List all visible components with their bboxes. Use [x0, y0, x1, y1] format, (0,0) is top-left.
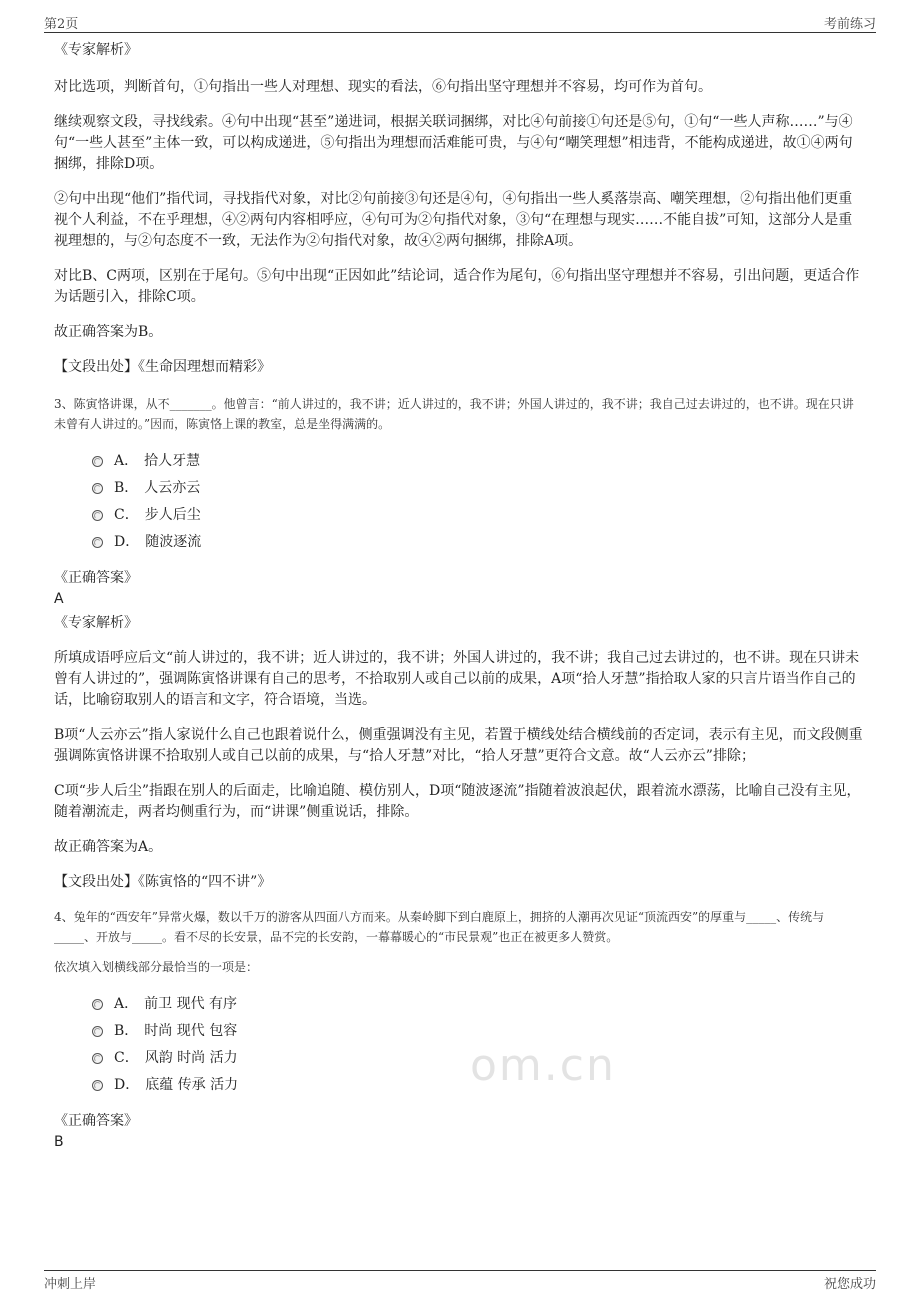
radio-icon[interactable] [92, 483, 103, 494]
options-list [92, 993, 864, 1101]
option-c[interactable]: C． 风韵 时尚 活力 [92, 1047, 864, 1074]
option-a[interactable]: A． 前卫 现代 有序 [92, 993, 864, 1020]
question-stem: 4、兔年的“西安年”异常火爆，数以千万的游客从四面八方而来。从秦岭脚下到白鹿原上，拥挤的人潮再次见证“顶流西安”的厚重与_____、传统与_____、开放与_____。看不尽的长安景，品不完的长安韵，一幕幕暖心的“市民景观”也正在被更多人赞赏。 [54, 910, 825, 944]
source-citation: 【文段出处】《生命因理想而精彩》 [54, 359, 271, 375]
radio-icon[interactable] [92, 537, 103, 548]
radio-icon[interactable] [92, 999, 103, 1010]
option-d[interactable]: D． 底蕴 传承 活力 [92, 1074, 864, 1101]
answer-value: A [54, 591, 64, 607]
question-prompt: 依次填入划横线部分最恰当的一项是： [54, 960, 259, 974]
analysis-paragraph: 对比B、C两项，区别在于尾句。⑤句中出现“正因如此”结论词，适合作为尾句，⑥句指出坚守理想并不容易，引出问题，更适合作为话题引入，排除C项。 [54, 268, 860, 305]
page-footer [44, 1270, 876, 1295]
watermark: om.cn [470, 1040, 616, 1091]
page-number: 第2页 [44, 17, 79, 32]
option-b[interactable]: B． 时尚 现代 包容 [92, 1020, 864, 1047]
analysis-paragraph: 对比选项，判断首句，①句指出一些人对理想、现实的看法，⑥句指出坚守理想并不容易，均可作为首句。 [54, 79, 712, 95]
radio-icon[interactable] [92, 456, 103, 467]
analysis-paragraph: 所填成语呼应后文“前人讲过的，我不讲；近人讲过的，我不讲；外国人讲过的，我不讲；我自己过去讲过的，也不讲。现在只讲未曾有人讲过的”，强调陈寅恪讲课有自己的思考，不拾取别人或自己以前的成果，A项“拾人牙慧”指拾取人家的只言片语当作自己的话，比喻窃取别人的语言和文字，符合语境，当选。 [54, 650, 860, 708]
analysis-paragraph: B项“人云亦云”指人家说什么自己也跟着说什么，侧重强调没有主见，若置于横线处结合横线前的否定词，表示有主见，而文段侧重强调陈寅恪讲课不拾取别人或自己以前的成果，与“拾人牙慧”对比，“拾人牙慧”更符合文意。故“人云亦云”排除； [54, 727, 863, 764]
conclusion: 故正确答案为B。 [54, 324, 163, 340]
radio-icon[interactable] [92, 1080, 103, 1091]
option-b[interactable]: B． 人云亦云 [92, 477, 864, 504]
option-c[interactable]: C． 步人后尘 [92, 504, 864, 531]
answer-heading: 《正确答案》 [54, 1113, 138, 1129]
option-d[interactable]: D． 随波逐流 [92, 531, 864, 558]
page-header [44, 10, 876, 33]
option-a[interactable]: A． 拾人牙慧 [92, 450, 864, 477]
radio-icon[interactable] [92, 1053, 103, 1064]
analysis-paragraph: C项“步人后尘”指跟在别人的后面走，比喻追随、模仿别人，D项“随波逐流”指随着波浪起伏，跟着流水漂荡，比喻自己没有主见，随着潮流走，两者均侧重行为，而“讲课”侧重说话，排除。 [54, 783, 861, 820]
source-citation: 【文段出处】《陈寅恪的“四不讲”》 [54, 874, 272, 890]
analysis-paragraph: 继续观察文段，寻找线索。④句中出现“甚至”递进词，根据关联词捆绑，对比④句前接①句还是⑤句，①句“一些人声称……”与④句“一些人甚至”主体一致，可以构成递进，⑤句指出为理想而活难能可贵，与④句“嘲笑理想”相违背，不能构成递进，故①④两句捆绑，排除D项。 [54, 114, 853, 172]
analysis-heading: 《专家解析》 [54, 42, 138, 58]
question-stem: 3、陈寅恪讲课，从不_______。他曾言：“前人讲过的，我不讲；近人讲过的，我不讲；外国人讲过的，我不讲；我自己过去讲过的，也不讲。现在只讲未曾有人讲过的。”因而，陈寅恪上课的教室，总是坐得满满的。 [54, 397, 854, 431]
radio-icon[interactable] [92, 1026, 103, 1037]
footer-right-text: 祝您成功 [823, 1277, 876, 1292]
footer-left-text: 冲刺上岸 [44, 1277, 97, 1292]
options-list [92, 450, 864, 558]
radio-icon[interactable] [92, 510, 103, 521]
header-title: 考前练习 [823, 17, 876, 32]
answer-value: B [54, 1134, 64, 1150]
analysis-paragraph: ②句中出现“他们”指代词，寻找指代对象，对比②句前接③句还是④句，④句指出一些人奚落崇高、嘲笑理想，②句指出他们更重视个人利益，不在乎理想，④②两句内容相呼应，④句可为②句指代对象，③句“在理想与现实……不能自拔”可知，这部分人是重视理想的，与②句态度不一致，无法作为②句指代对象，故④②两句捆绑，排除A项。 [54, 191, 853, 249]
conclusion: 故正确答案为A。 [54, 839, 163, 855]
answer-heading: 《正确答案》 [54, 570, 138, 586]
document-body [54, 40, 864, 1152]
analysis-heading: 《专家解析》 [54, 615, 138, 631]
